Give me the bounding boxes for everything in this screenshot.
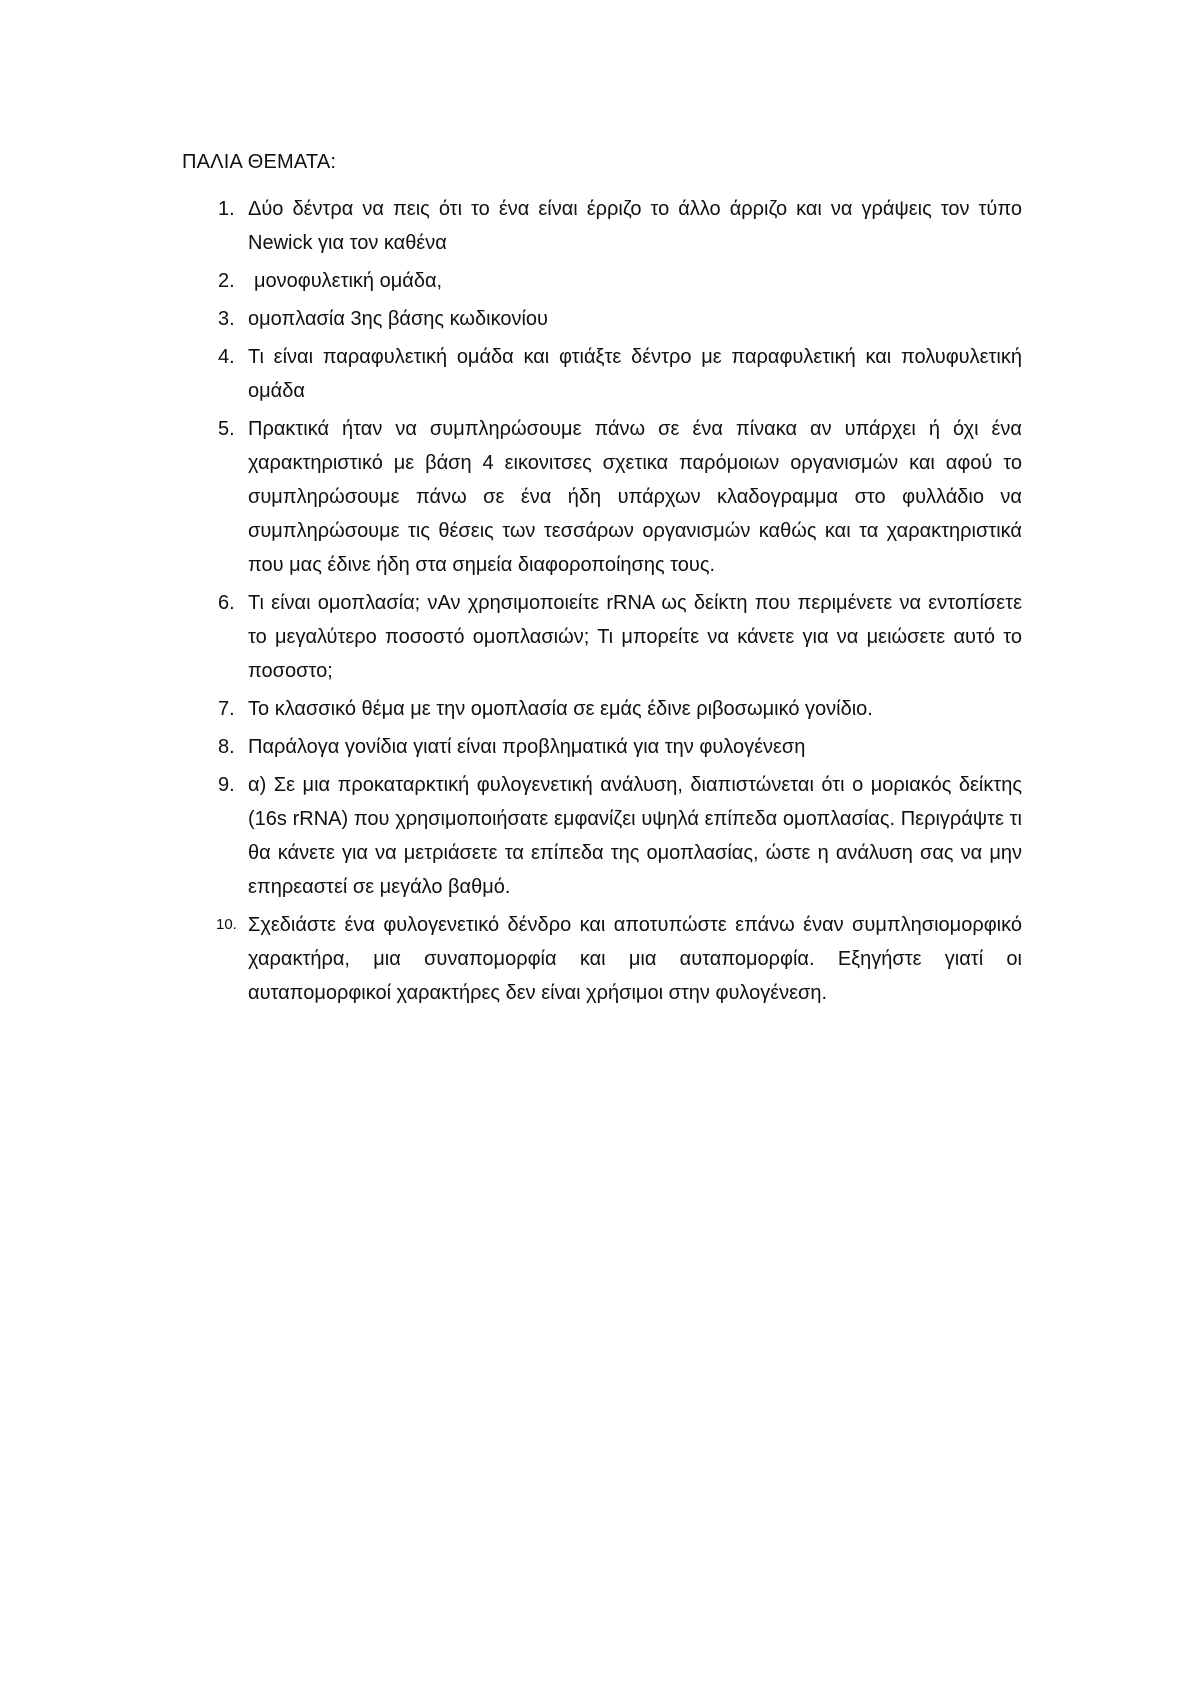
question-text: Τι είναι ομοπλασία; νΑν χρησιμοποιείτε rRNA ως δείκτη που περιμένετε να εντοπίσετε το μεγαλύτερο ποσοστό ομοπλασιών; Τι μπορείτε να κάνετε για να μειώσετε αυτό το ποσοστο; xyxy=(248,592,1022,682)
question-text: Πρακτικά ήταν να συμπληρώσουμε πάνω σε ένα πίνακα αν υπάρχει ή όχι ένα χαρακτηριστικό με βάση 4 εικονιτσες σχετικα παρόμοιων οργανισμών και αφού το συμπληρώσουμε πάνω σε ένα ήδη υπάρχων κλαδογραμμα στο φυλλάδιο να συμπληρώσουμε τις θέσεις των τεσσάρων οργανισμών καθώς και τα χαρακτηριστικά που μας έδινε ήδη στα σημεία διαφοροποίησης τους. xyxy=(248,418,1022,576)
question-number: 10. xyxy=(216,916,237,933)
question-number: 9. xyxy=(218,774,235,796)
question-text: Τι είναι παραφυλετική ομάδα και φτιάξτε δέντρο με παραφυλετική και πολυφυλετική ομάδα xyxy=(248,346,1022,402)
list-item xyxy=(182,412,1022,582)
list-item xyxy=(182,264,1022,298)
list-item xyxy=(182,692,1022,726)
question-number: 2. xyxy=(218,270,235,292)
list-item xyxy=(182,908,1022,1010)
question-text: ομοπλασία 3ης βάσης κωδικονίου xyxy=(248,308,548,330)
question-text: Δύο δέντρα να πεις ότι το ένα είναι έρριζο το άλλο άρριζο και να γράψεις τον τύπο Newick για τον καθένα xyxy=(248,198,1022,254)
question-number: 5. xyxy=(218,418,235,440)
list-item xyxy=(182,768,1022,904)
document-content xyxy=(182,148,1022,1014)
list-item xyxy=(182,302,1022,336)
question-text: Σχεδιάστε ένα φυλογενετικό δένδρο και αποτυπώστε επάνω έναν συμπλησιομορφικό χαρακτήρα, μια συναπομορφία και μια αυταπομορφία. Εξηγήστε γιατί οι αυταπομορφικοί χαρακτήρες δεν είναι χρήσιμοι στην φυλογένεση. xyxy=(248,914,1022,1004)
list-item xyxy=(182,340,1022,408)
list-item xyxy=(182,586,1022,688)
question-text: μονοφυλετική ομάδα, xyxy=(254,270,443,292)
list-item xyxy=(182,730,1022,764)
question-number: 7. xyxy=(218,698,235,720)
question-number: 1. xyxy=(218,198,235,220)
list-item xyxy=(182,192,1022,260)
question-text: α) Σε μια προκαταρκτική φυλογενετική ανάλυση, διαπιστώνεται ότι ο μοριακός δείκτης (16s rRNA) που χρησιμοποιήσατε εμφανίζει υψηλά επίπεδα ομοπλασίας. Περιγράψτε τι θα κάνετε για να μετριάσετε τα επίπεδα της ομοπλασίας, ώστε η ανάλυση σας να μην επηρεαστεί σε μεγάλο βαθμό. xyxy=(248,774,1022,898)
question-text: Το κλασσικό θέμα με την ομοπλασία σε εμάς έδινε ριβοσωμικό γονίδιο. xyxy=(248,698,873,720)
question-text: Παράλογα γονίδια γιατί είναι προβληματικά για την φυλογένεση xyxy=(248,736,806,758)
question-list xyxy=(182,192,1022,1010)
question-number: 3. xyxy=(218,308,235,330)
question-number: 6. xyxy=(218,592,235,614)
question-number: 8. xyxy=(218,736,235,758)
page-title: ΠΑΛΙΑ ΘΕΜΑΤΑ: xyxy=(182,151,337,173)
question-number: 4. xyxy=(218,346,235,368)
